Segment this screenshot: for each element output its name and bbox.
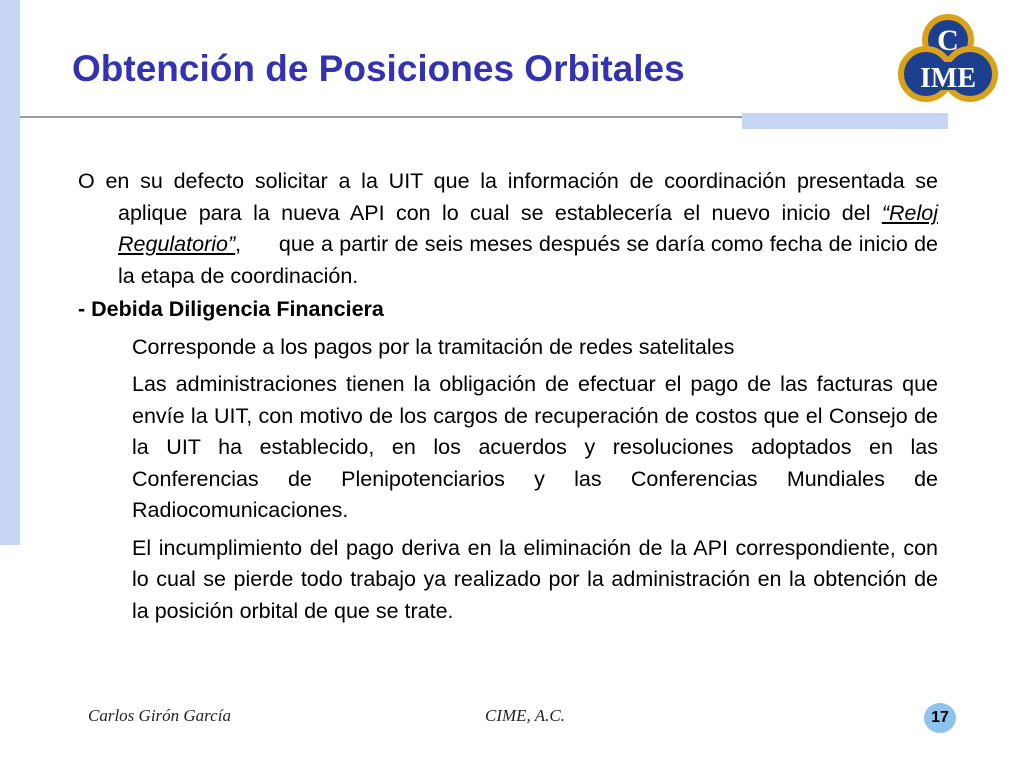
- footer-author: Carlos Girón García: [88, 706, 231, 725]
- section-heading: - Debida Diligencia Financiera: [78, 297, 384, 321]
- page-number-badge: 17: [924, 703, 956, 733]
- cime-logo-icon: [896, 10, 1000, 114]
- logo-top-letter: C: [937, 24, 959, 57]
- slide-body: [78, 166, 944, 627]
- paragraph-coordination-end: , que a partir de seis meses después se daría como fecha de inicio de la etapa de coordinación.: [118, 232, 944, 288]
- paragraph-payments: Corresponde a los pagos por la tramitación de redes satelitales: [132, 334, 735, 359]
- slide-title: Obtención de Posiciones Orbitales: [72, 48, 685, 89]
- paragraph-coordination: [78, 166, 944, 292]
- footer-organization: CIME, A.C.: [485, 706, 565, 725]
- title-accent-bar: [742, 113, 948, 129]
- paragraph-noncompliance: El incumplimiento del pago deriva en la eliminación de la API correspondiente, con lo cual se pierde todo trabajo ya realizado por la administración en la obtención de la posición orbital de que se trate.: [132, 535, 938, 623]
- paragraph-obligation: Las administraciones tienen la obligación de efectuar el pago de las facturas que envíe la UIT, con motivo de los cargos de recuperación de costos que el Consejo de la UIT ha establecido, en los acuerdos y resoluciones adoptados en las Conferencias de Plenipotenciarios y las Conferencias Mundiales de Radiocomunicaciones.: [132, 372, 938, 522]
- left-accent-bar: [0, 0, 20, 545]
- reloj-regulatorio-quote: “Reloj Regulatorio”: [118, 200, 938, 256]
- logo-bottom-letters: IME: [920, 63, 976, 94]
- paragraph-coordination-start: O en su defecto solicitar a la UIT que la información de coordinación presentada se aplique para la nueva API con lo cual se establecería el nuevo inicio del: [78, 169, 938, 225]
